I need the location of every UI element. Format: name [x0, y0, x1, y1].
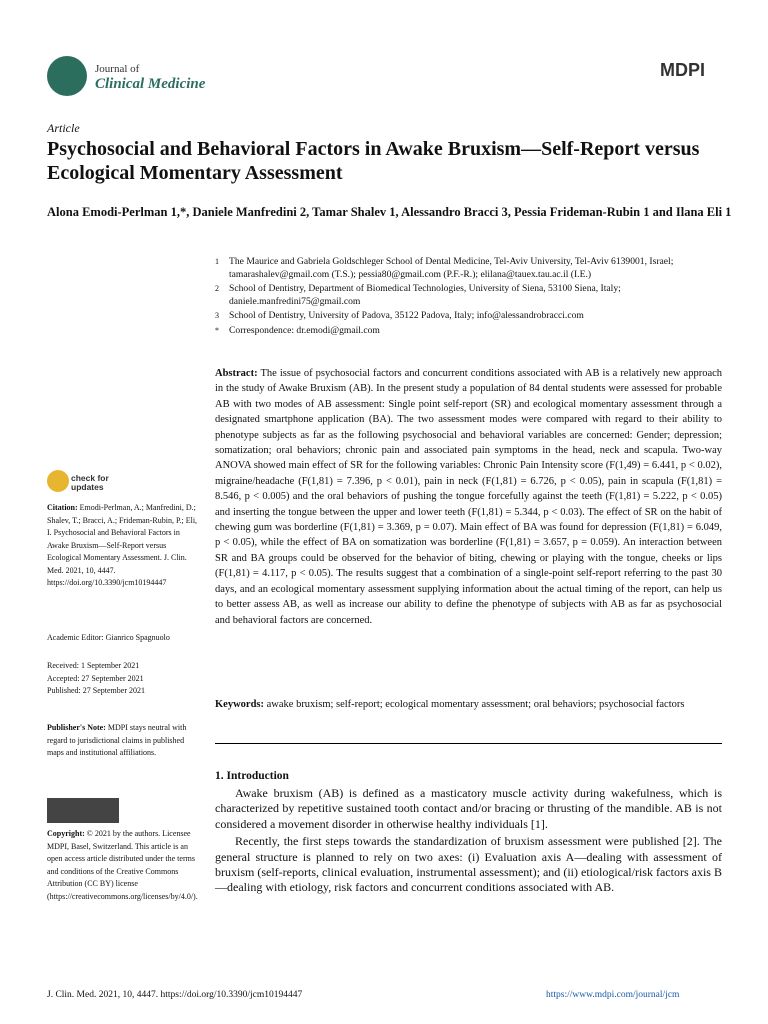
mdpi-logo: MDPI: [660, 60, 705, 80]
publisher-note: Publisher's Note: MDPI stays neutral with regard to jurisdictional claims in published maps and institutional affiliations.: [47, 723, 187, 757]
check-updates-label[interactable]: check for updates: [71, 473, 109, 492]
paragraph: Awake bruxism (AB) is defined as a masticatory muscle activity during wakefulness, which is characterized by repetitive sustained tooth contact and/or bracing or thrusting of the mandible. AB is not considered a movement disorder in otherwise healthy individuals [1].: [215, 786, 722, 831]
section-title: 1. Introduction: [215, 770, 289, 782]
cc-by-license-icon[interactable]: [47, 798, 119, 823]
keywords: [215, 697, 722, 712]
affiliations: [215, 256, 735, 339]
journal-name: Clinical Medicine: [95, 76, 206, 92]
author-list: Alona Emodi-Perlman 1,*, Daniele Manfredini 2, Tamar Shalev 1, Alessandro Bracci 3, Pessia Frideman-Rubin 1 and Ilana Eli 1: [47, 205, 732, 219]
journal-of-label: Journal of: [95, 63, 140, 75]
footer-link[interactable]: https://www.mdpi.com/journal/jcm: [546, 990, 680, 1000]
check-updates-icon[interactable]: [47, 470, 69, 492]
correspondence: * Correspondence: dr.emodi@gmail.com: [215, 324, 380, 336]
article-type: Article: [47, 121, 80, 135]
academic-editor: Academic Editor: Gianrico Spagnuolo: [47, 633, 170, 642]
abstract-label: Abstract:: [215, 368, 258, 379]
affiliation-3: 3 School of Dentistry, University of Padova, 35122 Padova, Italy; info@alessandrobracci.com: [215, 310, 584, 321]
copyright: Copyright: © 2021 by the authors. Licensee MDPI, Basel, Switzerland. This article is an open access article distributed under the terms and conditions of the Creative Commons Attribution (CC BY) license (https://creativecommons.org/licenses/by/4.0/).: [47, 829, 198, 901]
paper-title: Psychosocial and Behavioral Factors in Awake Bruxism—Self-Report versus Ecological Momentary Assessment: [47, 138, 700, 184]
journal-logo-icon: [47, 56, 87, 96]
dates: Received: 1 September 2021 Accepted: 27 September 2021 Published: 27 September 2021: [47, 661, 145, 695]
footer-citation: J. Clin. Med. 2021, 10, 4447. https://doi.org/10.3390/jcm10194447: [47, 990, 303, 1000]
paragraph: Recently, the first steps towards the standardization of bruxism assessment were published [2]. The general structure is planned to rely on two axes: (i) Evaluation axis A—dealing with assessment of bruxism (self-reports, clinical evaluation, instrumental assessment); and (ii) etiological/risk factors axis B—dealing with etiology, risk factors and concurrent conditions associated with AB.: [215, 834, 722, 895]
section-body: [215, 786, 722, 898]
abstract: [215, 366, 722, 628]
affiliation-2: 2 School of Dentistry, Department of Biomedical Technologies, University of Siena, 53100 Siena, Italy; daniele.manfredini75@gmail.com: [215, 283, 621, 307]
keywords-text: awake bruxism; self-report; ecological momentary assessment; oral behaviors; psychosocial factors: [266, 699, 685, 710]
divider: [215, 743, 722, 744]
citation: Citation: Emodi-Perlman, A.; Manfredini, D.; Shalev, T.; Bracci, A.; Frideman-Rubin, P.; Eli, I. Psychosocial and Behavioral Factors in Awake Bruxism—Self-Report versus Ecological Momentary Assessment. J. Clin. Med. 2021, 10, 4447. https://doi.org/10.3390/jcm10194447: [47, 503, 198, 587]
abstract-text: The issue of psychosocial factors and concurrent conditions associated with AB is a relatively new approach in the study of Awake Bruxism (AB). In the present study a population of 84 dental students were assessed for probable AB with two modes of AB assessment: Single point self-report (SR) and ecological momentary assessment through a designated smartphone application (BA). The two assessment modes were compared with regard to their ability to phenotype subjects as far as the following psychosocial and behavioral variables are concerned: Gender; depression; somatization; oral behaviors; chronic pain and associated pain symptoms in the head, neck and scapula. Two-way ANOVA showed main effect of SR for the following variables: Chronic Pain Intensity score (F(1,49) = 6.441, p < 0.02), migraine/headache (F(1,81) = 7.396, p < 0.01), pain in neck (F(1,81) = 6.726, p < 0.05), pain in scapula (F(1,81) = 8.546, p < 0.005) and the oral behaviors of pushing the tongue forcefully against the teeth (F(1,81) = 5.222, p < 0.05) and inserting the tongue between the upper and lower teeth (F(1,81) = 5.344, p < 0.03). The effect of SR on the habit of chewing gum was borderline (F(1,81) = 3.369, p = 0.07). Main effect of BA was found for depression (F(1,81) = 6.049, p < 0.05), while the effect of BA on somatization was borderline (F(1,81) = 3.657, p = 0.059). An interaction between SR and BA groups could be observed for the behavior of biting, chewing or playing with the tongue, cheeks or lips (F(1,81) = 4.117, p < 0.05). The results suggest that a combination of a single-point self-report referring to the past 30 days, and an ecological momentary assessment supplying information about the actual timing of the report, can help us to better assess AB, as well as increase our ability to define the phenotype of subjects with AB as far as psychosocial and behavioral factors are concerned.: [215, 368, 723, 626]
affiliation-1: 1 The Maurice and Gabriela Goldschleger School of Dental Medicine, Tel-Aviv University, Tel-Aviv 6139001, Israel; tamarashalev@gmail.com (T.S.); pessia80@gmail.com (P.F.-R.); elilana@tauex.tau.ac.il (I.E.): [215, 256, 674, 280]
keywords-label: Keywords:: [215, 699, 264, 710]
